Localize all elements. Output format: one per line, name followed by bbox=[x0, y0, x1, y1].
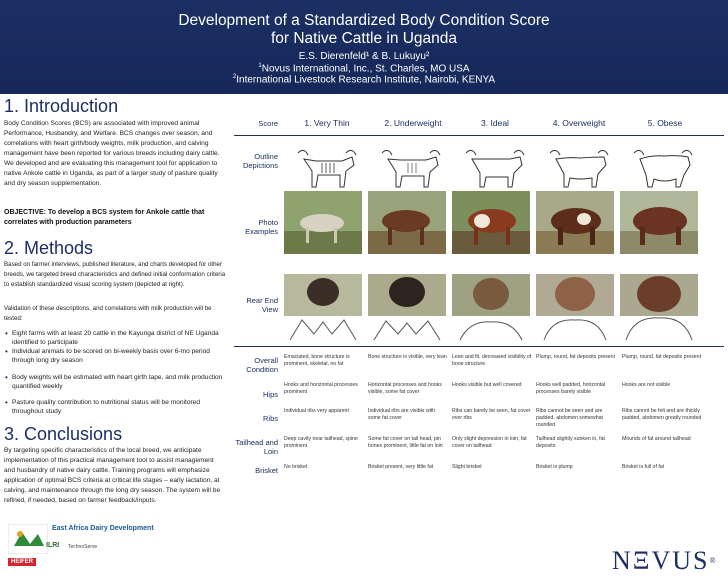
photo-example-5 bbox=[620, 191, 698, 254]
technoserve-logo: TechnoServe bbox=[68, 544, 98, 550]
overall-2: Bone structure is visible, very lean bbox=[368, 354, 447, 360]
overall-5: Plump, round, fat deposits present bbox=[622, 354, 702, 360]
outline-cow-2 bbox=[378, 147, 444, 191]
methods-body-2: Validation of these descriptions, and correlations with milk production will be tested: bbox=[4, 305, 212, 322]
outline-cow-3 bbox=[462, 147, 528, 191]
ilri-logo: ILRI bbox=[46, 542, 60, 549]
objective: OBJECTIVE: To develop a BCS system for Ankole cattle that correlates with production parameters bbox=[4, 209, 205, 226]
ribs-2: Individual ribs are visible with some fat cover bbox=[368, 408, 436, 421]
methods-bullet-3: • Body weights will be estimated with heart girth tape, and milk production quantified weekly bbox=[4, 374, 226, 391]
methods-bullet-4: • Pasture quality contribution to nutritional status will be monitored throughout study bbox=[4, 399, 226, 416]
row-label-photo: Photo Examples bbox=[245, 218, 278, 236]
photo-example-3 bbox=[452, 191, 530, 254]
methods-bullet-2: • Individual animals to be scored on bi-weekly basis over 6-mo period through long dry season bbox=[4, 348, 226, 365]
rear-view-2 bbox=[368, 274, 446, 342]
divider-rear bbox=[234, 346, 724, 347]
ribs-4: Ribs cannot be seen and are padded, abdomen somewhat rounded bbox=[536, 408, 603, 428]
tailhead-3: Only slight depression in loin, fat cover on tailhead bbox=[452, 436, 527, 449]
brisket-1: No brisket bbox=[284, 464, 308, 470]
intro-body: Body Condition Scores (BCS) are associated with improved animal Performance, Husbandry, and Welfare. BCS changes over season, and correlations with heart girth/body weights, milk production, and calving management have been reported for various breeds including dairy cattle. We developed and are evaluating this management tool for application to native Ankole cattle in Uganda, as part of a larger study of pasture quality and dry season supplementation. bbox=[4, 120, 220, 187]
photo-example-2 bbox=[368, 191, 446, 254]
rear-view-3 bbox=[452, 274, 530, 342]
rear-view-4 bbox=[536, 274, 614, 342]
row-label-tailhead: Tailhead and Loin bbox=[235, 438, 278, 456]
tailhead-5: Mounds of fat around tailhead bbox=[622, 436, 691, 442]
authors: E.S. Dierenfeld¹ & B. Lukuyu² bbox=[298, 51, 430, 62]
tailhead-4: Tailhead slightly sunken in, fat deposits bbox=[536, 436, 605, 449]
eadd-logo-text: East Africa Dairy Development bbox=[52, 525, 154, 532]
brisket-2: Brisket present, very little fat bbox=[368, 464, 434, 470]
hips-3: Hooks visible but well covered bbox=[452, 382, 522, 388]
rear-view-1 bbox=[284, 274, 362, 342]
outline-cow-4 bbox=[546, 147, 612, 191]
divider-score bbox=[234, 135, 724, 136]
hips-1: Hooks and horizontal processes prominent bbox=[284, 382, 358, 395]
conclusions-body: By targeting specific characteristics of the local breed, we anticipate implementation of this practical management tool to assist management and husbandry of native dairy cattle. Training programs will emphasize application of optimal BCS criteria at critical life stages – early lactation, at calving, and maintenance through the long dry season. The system will be refined, if needed, based on farmer feedback/inputs. bbox=[4, 447, 221, 504]
row-label-outline: Outline Depictions bbox=[242, 152, 278, 170]
poster-title-line1: Development of a Standardized Body Condition Score bbox=[178, 12, 550, 29]
overall-4: Plump, round, fat deposits present bbox=[536, 354, 616, 360]
hips-4: Hooks well padded, horizontal processes barely visible bbox=[536, 382, 606, 395]
ribs-1: Individual ribs very apparent bbox=[284, 408, 349, 414]
outline-cow-1 bbox=[294, 147, 360, 191]
row-label-overall: Overall Condition bbox=[246, 356, 278, 374]
ribs-3: Ribs can barely be seen, fat cover over ribs bbox=[452, 408, 531, 421]
row-label-score: Score bbox=[258, 119, 278, 128]
hips-5: Hooks are not visible bbox=[622, 382, 671, 388]
photo-example-4 bbox=[536, 191, 614, 254]
hips-2: Horizontal processes and hooks visible, some fat cover bbox=[368, 382, 442, 395]
partner-logos bbox=[4, 522, 164, 574]
novus-logo: NΞVUS® bbox=[612, 546, 718, 575]
intro-heading: 1. Introduction bbox=[4, 96, 119, 116]
row-label-hips: Hips bbox=[262, 390, 278, 399]
brisket-3: Slight brisket bbox=[452, 464, 482, 470]
score-col-3: 3. Ideal bbox=[481, 118, 509, 128]
brisket-4: Brisket is plump bbox=[536, 464, 573, 470]
row-label-brisket: Brisket bbox=[255, 466, 278, 475]
tailhead-1: Deep cavity near tailhead, spine prominent bbox=[284, 436, 358, 449]
score-col-5: 5. Obese bbox=[647, 118, 683, 128]
affiliation-1: $^1$Novus International, Inc., St. Charles, MO USA bbox=[258, 63, 470, 75]
header-banner bbox=[0, 0, 728, 94]
tailhead-2: Some fat cover on tail head, pin bones prominent, little fat on loin bbox=[368, 436, 443, 449]
brisket-5: Brisket is full of fat bbox=[622, 464, 665, 470]
row-label-rear: Rear End View bbox=[246, 296, 278, 314]
affiliation-2: $^2$International Livestock Research Institute, Nairobi, KENYA bbox=[232, 74, 496, 86]
outline-cow-5 bbox=[630, 147, 696, 191]
overall-3: Lean and fit, decreased visibility of bone structure bbox=[452, 354, 532, 367]
methods-bullet-1: • Eight farms with at least 20 cattle in the Kayunga district of NE Uganda identified to participate bbox=[4, 330, 226, 347]
score-col-2: 2. Underweight bbox=[384, 118, 442, 128]
methods-body-1: Based on farmer interviews, published literature, and charts developed for other breeds, we targeted breed characteristics and defined initial conformation criteria to establish standardized visual scoring system (depicted at right). bbox=[4, 261, 226, 288]
rear-view-5 bbox=[620, 274, 698, 342]
photo-example-1 bbox=[284, 191, 362, 254]
heifer-logo: HEIFER bbox=[8, 558, 36, 566]
ribs-5: Ribs cannot be felt and are thickly padded, abdomen greatly rounded bbox=[622, 408, 702, 421]
overall-1: Emaciated, bone structure is prominent, skeletal, no fat bbox=[284, 354, 350, 367]
partner-logo-icon bbox=[8, 524, 48, 554]
poster-title-line2: for Native Cattle in Uganda bbox=[270, 30, 458, 47]
left-column bbox=[0, 94, 232, 583]
methods-heading: 2. Methods bbox=[4, 238, 94, 258]
score-col-1: 1. Very Thin bbox=[304, 118, 350, 128]
conclusions-heading: 3. Conclusions bbox=[4, 424, 123, 444]
score-col-4: 4. Overweight bbox=[552, 118, 606, 128]
bcs-table bbox=[234, 112, 728, 542]
row-label-ribs: Ribs bbox=[262, 414, 278, 423]
